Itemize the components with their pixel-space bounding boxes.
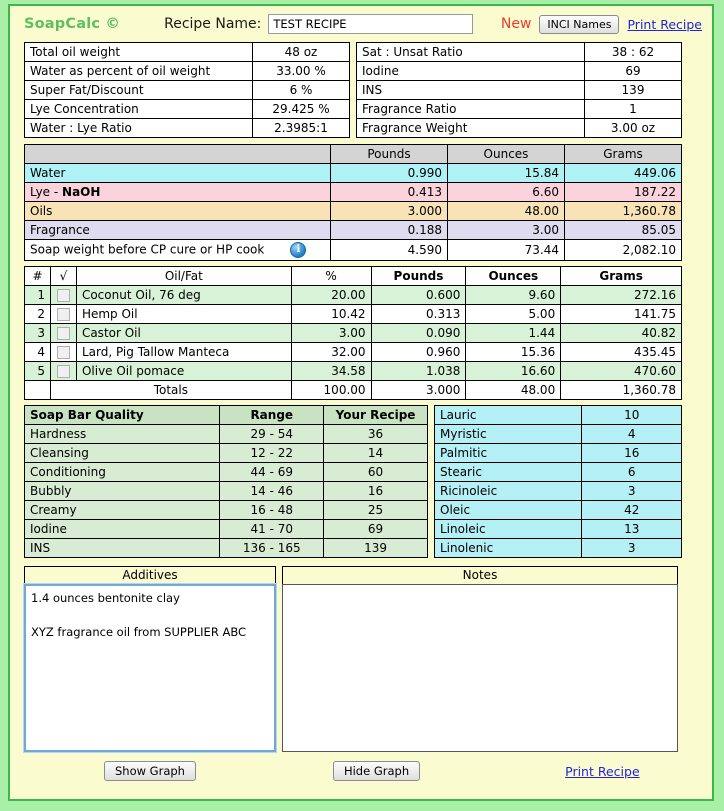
analysis-tables [24, 405, 698, 558]
additives-column [24, 566, 276, 752]
parameter-label-3: Lye Concentration [25, 100, 253, 119]
fatty-acid-row [435, 520, 682, 539]
inci-names-button[interactable]: INCI Names [539, 15, 619, 34]
oil-percent-4[interactable]: 34.58 [291, 362, 371, 381]
fatty-acid-name-3: Stearic [435, 463, 582, 482]
weights-row-label-2: Oils [25, 202, 331, 221]
oil-index-1: 2 [25, 305, 51, 324]
parameter-value-4: 2.3985:1 [253, 119, 350, 138]
recipe-name-label: Recipe Name: [164, 16, 262, 32]
weights-grams-3: 85.05 [565, 221, 682, 240]
weights-row [25, 202, 682, 221]
oil-pounds-2: 0.090 [371, 324, 466, 343]
soap-quality-table [24, 405, 428, 558]
fatty-acid-value-4: 3 [582, 482, 682, 501]
property-row [357, 81, 682, 100]
fatty-acid-row [435, 539, 682, 558]
totals-ounces: 48.00 [466, 381, 561, 400]
print-recipe-link-top[interactable]: Print Recipe [627, 16, 702, 32]
weights-row-label-3: Fragrance [25, 221, 331, 240]
oil-grams-2: 40.82 [561, 324, 682, 343]
app-panel [8, 4, 714, 801]
quality-row [25, 501, 428, 520]
totals-pounds: 3.000 [371, 381, 466, 400]
oil-ounces-3: 15.36 [466, 343, 561, 362]
totals-blank-index [25, 381, 51, 400]
parameter-value-1: 33.00 % [253, 62, 350, 81]
quality-body [25, 425, 428, 558]
oil-pounds-1: 0.313 [371, 305, 466, 324]
oil-name-3[interactable]: Lard, Pig Tallow Manteca [76, 343, 291, 362]
summary-tables [10, 42, 712, 138]
fatty-acid-name-4: Ricinoleic [435, 482, 582, 501]
quality-value-4: 25 [324, 501, 428, 520]
weights-row-label-4: Soap weight before CP cure or HP cook i [25, 240, 331, 261]
quality-value-5: 69 [324, 520, 428, 539]
oil-grams-1: 141.75 [561, 305, 682, 324]
oils-header-row [25, 267, 682, 286]
parameter-label-1: Water as percent of oil weight [25, 62, 253, 81]
oil-checkbox-cell-2[interactable] [50, 324, 76, 343]
recipe-parameters-table [24, 42, 350, 138]
print-recipe-link-bottom[interactable]: Print Recipe [565, 763, 640, 779]
weights-ounces-4: 73.44 [448, 240, 565, 261]
parameter-row [25, 119, 350, 138]
app-header [10, 6, 712, 42]
weights-pounds-2: 3.000 [331, 202, 448, 221]
weights-header-grams: Grams [565, 145, 682, 164]
oil-name-2[interactable]: Castor Oil [76, 324, 291, 343]
fatty-acid-value-5: 42 [582, 501, 682, 520]
property-row [357, 43, 682, 62]
parameter-value-3: 29.425 % [253, 100, 350, 119]
fatty-acid-name-7: Linolenic [435, 539, 582, 558]
parameter-row [25, 81, 350, 100]
weights-ounces-1: 6.60 [448, 183, 565, 202]
property-label-3: Fragrance Ratio [357, 100, 585, 119]
property-value-1: 69 [585, 62, 682, 81]
weights-row-label-1: Lye - NaOH [25, 183, 331, 202]
oil-name-4[interactable]: Olive Oil pomace [76, 362, 291, 381]
weights-row [25, 183, 682, 202]
quality-range-4: 16 - 48 [220, 501, 324, 520]
quality-name-4: Creamy [25, 501, 220, 520]
fatty-acid-name-5: Oleic [435, 501, 582, 520]
fatty-acid-row [435, 425, 682, 444]
notes-column [282, 566, 678, 752]
quality-name-0: Hardness [25, 425, 220, 444]
property-label-4: Fragrance Weight [357, 119, 585, 138]
fatty-acid-name-6: Linoleic [435, 520, 582, 539]
oil-checkbox[interactable] [57, 289, 70, 302]
quality-header-row [25, 406, 428, 425]
fatty-acid-value-3: 6 [582, 463, 682, 482]
oil-row [25, 343, 682, 362]
oil-checkbox[interactable] [57, 346, 70, 359]
quality-row [25, 520, 428, 539]
oil-row [25, 362, 682, 381]
weights-header-blank [25, 145, 331, 164]
notes-heading: Notes [282, 566, 678, 584]
oils-header-index: # [25, 267, 51, 286]
quality-range-2: 44 - 69 [220, 463, 324, 482]
property-value-0: 38 : 62 [585, 43, 682, 62]
quality-value-0: 36 [324, 425, 428, 444]
oils-table [24, 266, 682, 400]
quality-value-3: 16 [324, 482, 428, 501]
oils-header-check: √ [50, 267, 76, 286]
parameter-row [25, 43, 350, 62]
oil-ounces-4: 16.60 [466, 362, 561, 381]
fatty-acid-name-0: Lauric [435, 406, 582, 425]
fatty-acids-table [434, 405, 682, 558]
oils-header-grams: Grams [561, 267, 682, 286]
oil-checkbox[interactable] [57, 308, 70, 321]
property-row [357, 62, 682, 81]
parameter-row [25, 62, 350, 81]
oil-ounces-0: 9.60 [466, 286, 561, 305]
weights-row [25, 221, 682, 240]
recipe-parameters-body [25, 43, 350, 138]
fatty-acid-row [435, 406, 682, 425]
oil-index-0: 1 [25, 286, 51, 305]
parameter-label-0: Total oil weight [25, 43, 253, 62]
recipe-name-input[interactable] [268, 14, 473, 34]
quality-range-0: 29 - 54 [220, 425, 324, 444]
oil-pounds-0: 0.600 [371, 286, 466, 305]
weights-body [25, 164, 682, 261]
totals-label: Totals [50, 381, 291, 400]
parameter-label-4: Water : Lye Ratio [25, 119, 253, 138]
show-graph-button[interactable]: Show Graph [104, 761, 196, 781]
oil-checkbox-cell-3[interactable] [50, 343, 76, 362]
quality-name-6: INS [25, 539, 220, 558]
footer-actions [24, 759, 698, 783]
weights-grams-2: 1,360.78 [565, 202, 682, 221]
quality-range-6: 136 - 165 [220, 539, 324, 558]
additives-textarea[interactable] [24, 584, 276, 752]
quality-row [25, 463, 428, 482]
parameter-value-0: 48 oz [253, 43, 350, 62]
oil-ounces-2: 1.44 [466, 324, 561, 343]
quality-value-1: 14 [324, 444, 428, 463]
property-row [357, 119, 682, 138]
fatty-acid-row [435, 482, 682, 501]
weights-row [25, 240, 682, 261]
oil-index-2: 3 [25, 324, 51, 343]
recipe-properties-body [357, 43, 682, 138]
info-icon[interactable]: i [290, 242, 306, 258]
oil-checkbox[interactable] [57, 327, 70, 340]
weights-row-label-0: Water [25, 164, 331, 183]
oil-percent-0[interactable]: 20.00 [291, 286, 371, 305]
fatty-body [435, 406, 682, 558]
quality-row [25, 539, 428, 558]
oils-header-ounces: Ounces [466, 267, 561, 286]
oils-header-pounds: Pounds [371, 267, 466, 286]
property-label-2: INS [357, 81, 585, 100]
oil-checkbox-cell-1[interactable] [50, 305, 76, 324]
fatty-acid-value-0: 10 [582, 406, 682, 425]
weights-ounces-3: 3.00 [448, 221, 565, 240]
weights-header-row [25, 145, 682, 164]
quality-header-your-recipe: Your Recipe [324, 406, 428, 425]
weights-pounds-4: 4.590 [331, 240, 448, 261]
oil-index-3: 4 [25, 343, 51, 362]
oil-grams-4: 470.60 [561, 362, 682, 381]
fatty-acid-value-1: 4 [582, 425, 682, 444]
quality-name-3: Bubbly [25, 482, 220, 501]
oil-checkbox[interactable] [57, 365, 70, 378]
weights-grams-1: 187.22 [565, 183, 682, 202]
oil-checkbox-cell-0[interactable] [50, 286, 76, 305]
property-label-0: Sat : Unsat Ratio [357, 43, 585, 62]
weights-ounces-2: 48.00 [448, 202, 565, 221]
header-actions [501, 15, 702, 34]
oil-percent-2[interactable]: 3.00 [291, 324, 371, 343]
property-value-2: 139 [585, 81, 682, 100]
fatty-acid-value-2: 16 [582, 444, 682, 463]
fatty-acid-name-2: Palmitic [435, 444, 582, 463]
new-badge: New [500, 16, 532, 32]
weights-ounces-0: 15.84 [448, 164, 565, 183]
oils-body [25, 286, 682, 400]
oil-row [25, 324, 682, 343]
quality-value-2: 60 [324, 463, 428, 482]
quality-range-5: 41 - 70 [220, 520, 324, 539]
oil-checkbox-cell-4[interactable] [50, 362, 76, 381]
weights-grams-4: 2,082.10 [565, 240, 682, 261]
parameter-row [25, 100, 350, 119]
oil-name-0[interactable]: Coconut Oil, 76 deg [76, 286, 291, 305]
fatty-acid-row [435, 501, 682, 520]
totals-percent: 100.00 [291, 381, 371, 400]
oils-totals-row [25, 381, 682, 400]
property-value-3: 1 [585, 100, 682, 119]
quality-header-range: Range [220, 406, 324, 425]
weights-table [24, 144, 682, 261]
fatty-acid-name-1: Myristic [435, 425, 582, 444]
additives-heading: Additives [24, 566, 276, 584]
fatty-acid-row [435, 463, 682, 482]
weights-header-pounds: Pounds [331, 145, 448, 164]
fatty-acid-value-6: 13 [582, 520, 682, 539]
oil-row [25, 305, 682, 324]
oil-pounds-4: 1.038 [371, 362, 466, 381]
oil-name-1[interactable]: Hemp Oil [76, 305, 291, 324]
fatty-acid-value-7: 3 [582, 539, 682, 558]
recipe-properties-table [356, 42, 682, 138]
quality-row [25, 425, 428, 444]
weights-grams-0: 449.06 [565, 164, 682, 183]
oil-grams-0: 272.16 [561, 286, 682, 305]
parameter-label-2: Super Fat/Discount [25, 81, 253, 100]
weights-header-ounces: Ounces [448, 145, 565, 164]
weights-pounds-0: 0.990 [331, 164, 448, 183]
hide-graph-button[interactable]: Hide Graph [333, 761, 420, 781]
quality-row [25, 482, 428, 501]
oil-index-4: 5 [25, 362, 51, 381]
notes-textarea[interactable] [282, 584, 678, 752]
totals-grams: 1,360.78 [561, 381, 682, 400]
quality-name-5: Iodine [25, 520, 220, 539]
app-logo: SoapCalc © [24, 16, 121, 32]
text-areas-section [24, 566, 698, 752]
parameter-value-2: 6 % [253, 81, 350, 100]
quality-name-2: Conditioning [25, 463, 220, 482]
oil-ounces-1: 5.00 [466, 305, 561, 324]
oil-percent-1[interactable]: 10.42 [291, 305, 371, 324]
oils-header-name: Oil/Fat [76, 267, 291, 286]
quality-name-1: Cleansing [25, 444, 220, 463]
weights-row [25, 164, 682, 183]
property-row [357, 100, 682, 119]
quality-row [25, 444, 428, 463]
oil-percent-3[interactable]: 32.00 [291, 343, 371, 362]
quality-header-name: Soap Bar Quality [25, 406, 220, 425]
oil-row [25, 286, 682, 305]
quality-value-6: 139 [324, 539, 428, 558]
property-label-1: Iodine [357, 62, 585, 81]
oils-header-percent: % [291, 267, 371, 286]
quality-range-1: 12 - 22 [220, 444, 324, 463]
fatty-acid-row [435, 444, 682, 463]
property-value-4: 3.00 oz [585, 119, 682, 138]
weights-pounds-3: 0.188 [331, 221, 448, 240]
oil-grams-3: 435.45 [561, 343, 682, 362]
quality-range-3: 14 - 46 [220, 482, 324, 501]
weights-pounds-1: 0.413 [331, 183, 448, 202]
oil-pounds-3: 0.960 [371, 343, 466, 362]
